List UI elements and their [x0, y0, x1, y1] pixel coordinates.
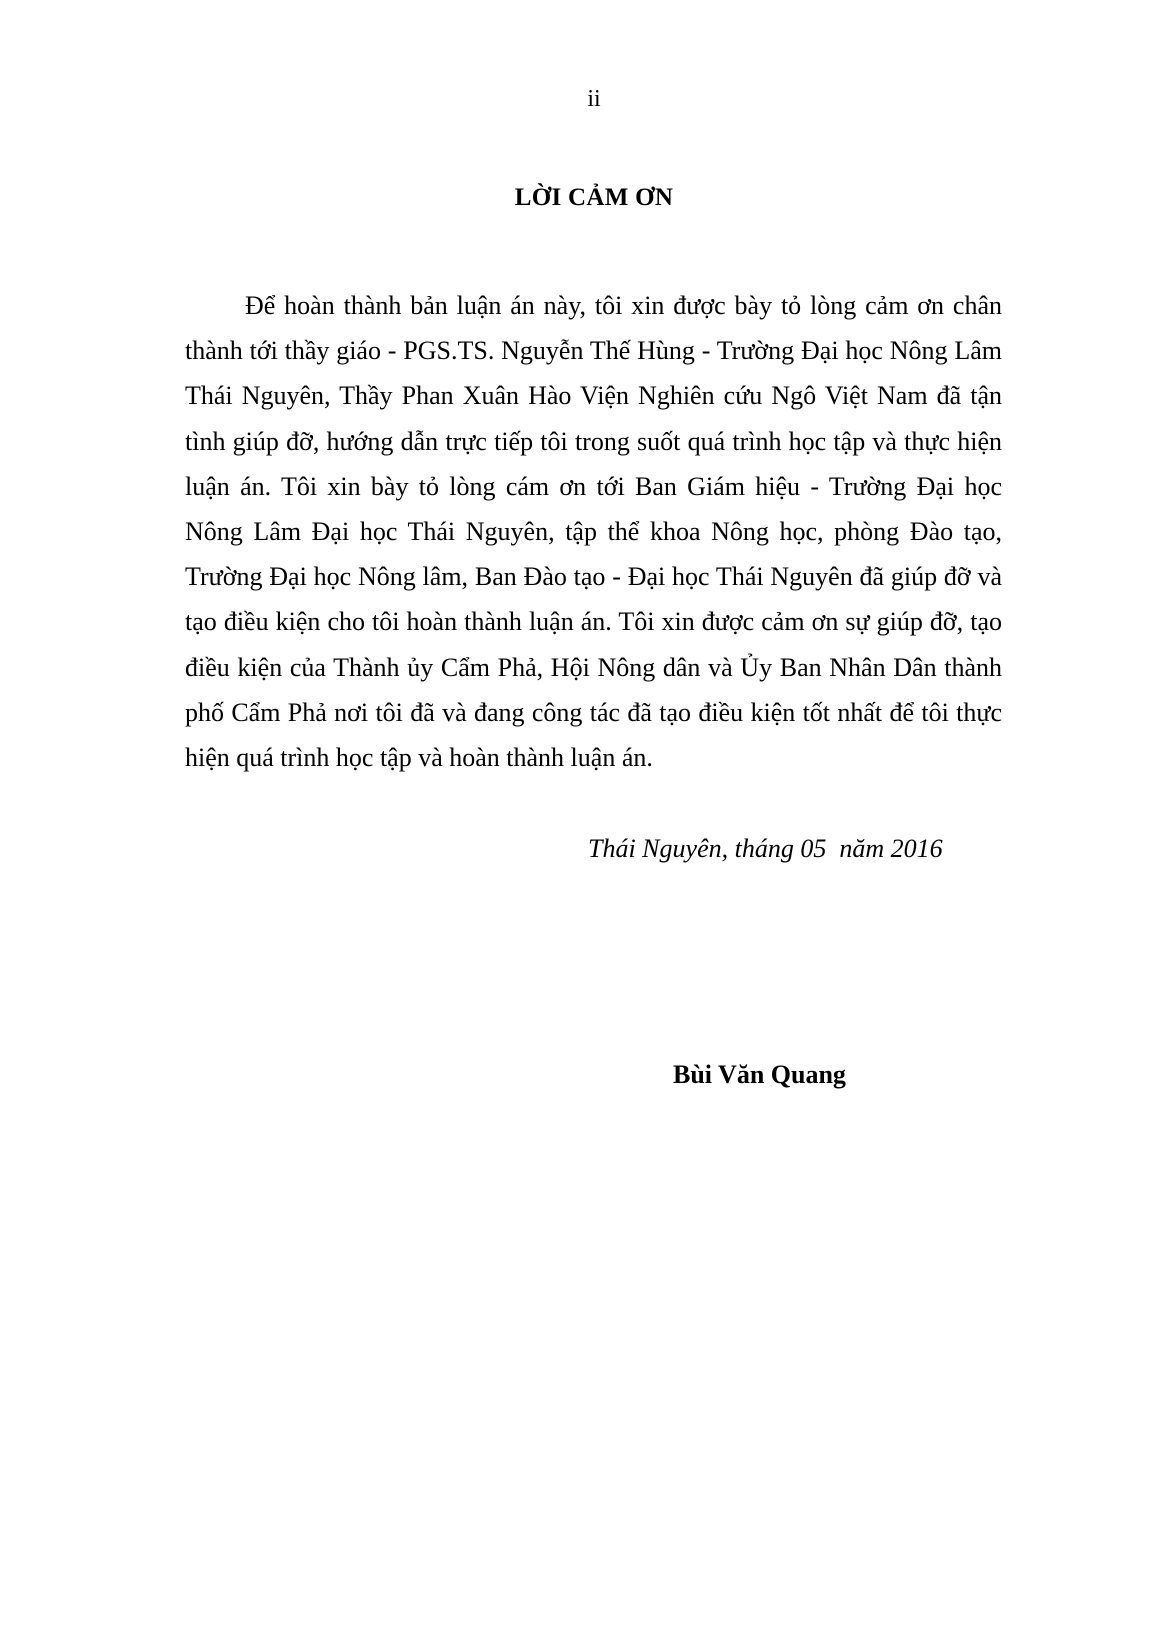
- page-number: ii: [587, 86, 601, 112]
- acknowledgement-paragraph: Để hoàn thành bản luận án này, tôi xin được bày tỏ lòng cảm ơn chân thành tới thầy giáo - PGS.TS. Nguyễn Thế Hùng - Trường Đại học Nông Lâm Thái Nguyên, Thầy Phan Xuân Hào Viện Nghiên cứu Ngô Việt Nam đã tận tình giúp đỡ, hướng dẫn trực tiếp tôi trong suốt quá trình học tập và thực hiện luận án. Tôi xin bày tỏ lòng cám ơn tới Ban Giám hiệu - Trường Đại học Nông Lâm Đại học Thái Nguyên, tập thể khoa Nông học, phòng Đào tạo, Trường Đại học Nông lâm, Ban Đào tạo - Đại học Thái Nguyên đã giúp đỡ và tạo điều kiện cho tôi hoàn thành luận án. Tôi xin được cảm ơn sự giúp đỡ, tạo điều kiện của Thành ủy Cẩm Phả, Hội Nông dân và Ủy Ban Nhân Dân thành phố Cẩm Phả nơi tôi đã và đang công tác đã tạo điều kiện tốt nhất để tôi thực hiện quá trình học tập và hoàn thành luận án.: [185, 291, 1002, 773]
- page-title: LỜI CẢM ƠN: [514, 184, 674, 211]
- signature-name: Bùi Văn Quang: [673, 1060, 846, 1089]
- place-date: Thái Nguyên, tháng 05 năm 2016: [588, 834, 943, 863]
